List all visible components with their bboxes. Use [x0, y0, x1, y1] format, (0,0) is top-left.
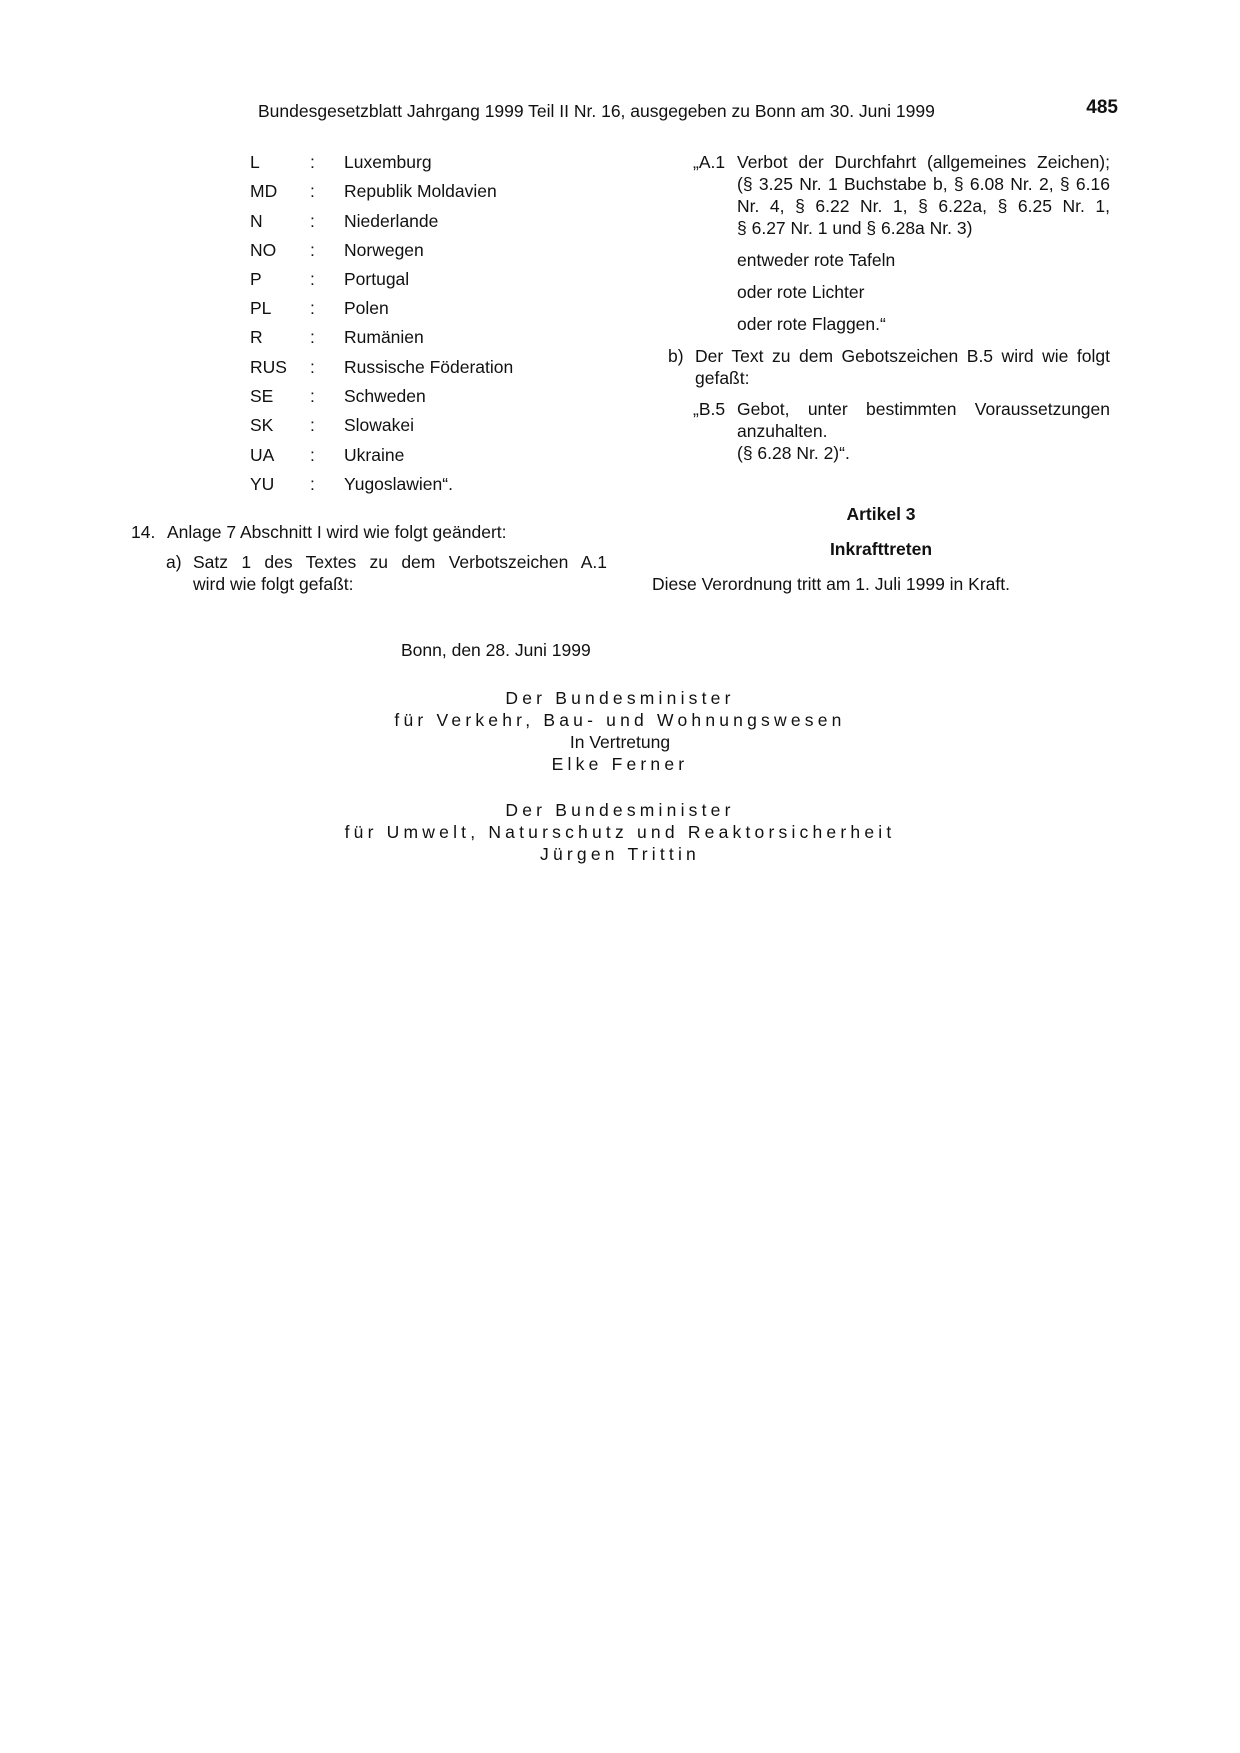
country-name: Republik Moldavien — [344, 181, 497, 201]
sign-a1-line: (§ 3.25 Nr. 1 Buchstabe b, § 6.08 Nr. 2, § 6.16 — [737, 174, 1110, 194]
sign-a1-option: oder rote Lichter — [737, 282, 865, 302]
country-name: Polen — [344, 298, 389, 318]
country-code: RUS — [250, 357, 287, 377]
country-name: Yugoslawien“. — [344, 474, 453, 494]
country-code: UA — [250, 445, 275, 465]
deputy-note: In Vertretung — [569, 732, 671, 752]
country-name: Luxemburg — [344, 152, 432, 172]
signatory-name: Jürgen Trittin — [540, 844, 700, 864]
country-code: SK — [250, 415, 274, 435]
country-name: Norwegen — [344, 240, 424, 260]
separator: : — [310, 357, 315, 377]
item-14-number: 14. — [131, 522, 156, 542]
item-14a-line: wird wie folgt gefaßt: — [193, 574, 354, 594]
item-14a-label: a) — [166, 552, 182, 572]
running-title: Bundesgesetzblatt Jahrgang 1999 Teil II Nr. 16, ausgegeben zu Bonn am 30. Juni 1999 — [258, 101, 935, 121]
sign-b5-label: „B.5 — [693, 399, 726, 419]
item-14b-label: b) — [668, 346, 684, 366]
country-name: Ukraine — [344, 445, 405, 465]
separator: : — [310, 298, 315, 318]
sign-a1-option: oder rote Flaggen.“ — [737, 314, 886, 334]
separator: : — [310, 240, 315, 260]
minister-department: für Verkehr, Bau- und Wohnungswesen — [394, 710, 846, 730]
article-text: Diese Verordnung tritt am 1. Juli 1999 in Kraft. — [652, 574, 1010, 594]
item-14-text: Anlage 7 Abschnitt I wird wie folgt geändert: — [167, 522, 507, 542]
sign-a1-line: Verbot der Durchfahrt (allgemeines Zeichen); — [737, 152, 1110, 172]
separator: : — [310, 181, 315, 201]
country-code: SE — [250, 386, 274, 406]
country-code: PL — [250, 298, 272, 318]
sign-a1-line: Nr. 4, § 6.22 Nr. 1, § 6.22a, § 6.25 Nr. 1, — [737, 196, 1110, 216]
country-name: Portugal — [344, 269, 410, 289]
country-code: MD — [250, 181, 278, 201]
sign-b5-line: Gebot, unter bestimmten Voraussetzungen — [737, 399, 1110, 419]
signatory-name: Elke Ferner — [551, 754, 689, 774]
country-code: R — [250, 327, 263, 347]
minister-department: für Umwelt, Naturschutz und Reaktorsicherheit — [344, 822, 896, 842]
sign-a1-line: § 6.27 Nr. 1 und § 6.28a Nr. 3) — [737, 218, 973, 238]
separator: : — [310, 415, 315, 435]
country-name: Rumänien — [344, 327, 424, 347]
minister-title: Der Bundesminister — [505, 800, 735, 820]
country-code: YU — [250, 474, 275, 494]
item-14a-line: Satz 1 des Textes zu dem Verbotszeichen A.1 — [193, 552, 607, 572]
country-code: L — [250, 152, 260, 172]
page-number: 485 — [1086, 97, 1118, 118]
sign-b5-line: anzuhalten. — [737, 421, 828, 441]
separator: : — [310, 152, 315, 172]
separator: : — [310, 269, 315, 289]
running-header — [258, 97, 1118, 122]
country-code: NO — [250, 240, 277, 260]
country-code: N — [250, 211, 263, 231]
item-14b-line: Der Text zu dem Gebotszeichen B.5 wird wie folgt — [695, 346, 1110, 366]
separator: : — [310, 211, 315, 231]
country-name: Schweden — [344, 386, 426, 406]
separator: : — [310, 474, 315, 494]
place-date: Bonn, den 28. Juni 1999 — [401, 640, 591, 660]
country-code: P — [250, 269, 262, 289]
sign-a1-option: entweder rote Tafeln — [737, 250, 896, 270]
separator: : — [310, 445, 315, 465]
country-name: Niederlande — [344, 211, 439, 231]
separator: : — [310, 386, 315, 406]
article-title: Artikel 3 — [846, 504, 916, 524]
item-14b-line: gefaßt: — [695, 368, 750, 388]
country-name: Russische Föderation — [344, 357, 514, 377]
country-name: Slowakei — [344, 415, 415, 435]
sign-a1-label: „A.1 — [693, 152, 726, 172]
sign-b5-line: (§ 6.28 Nr. 2)“. — [737, 443, 850, 463]
separator: : — [310, 327, 315, 347]
minister-title: Der Bundesminister — [505, 688, 735, 708]
article-subtitle: Inkrafttreten — [829, 539, 933, 559]
